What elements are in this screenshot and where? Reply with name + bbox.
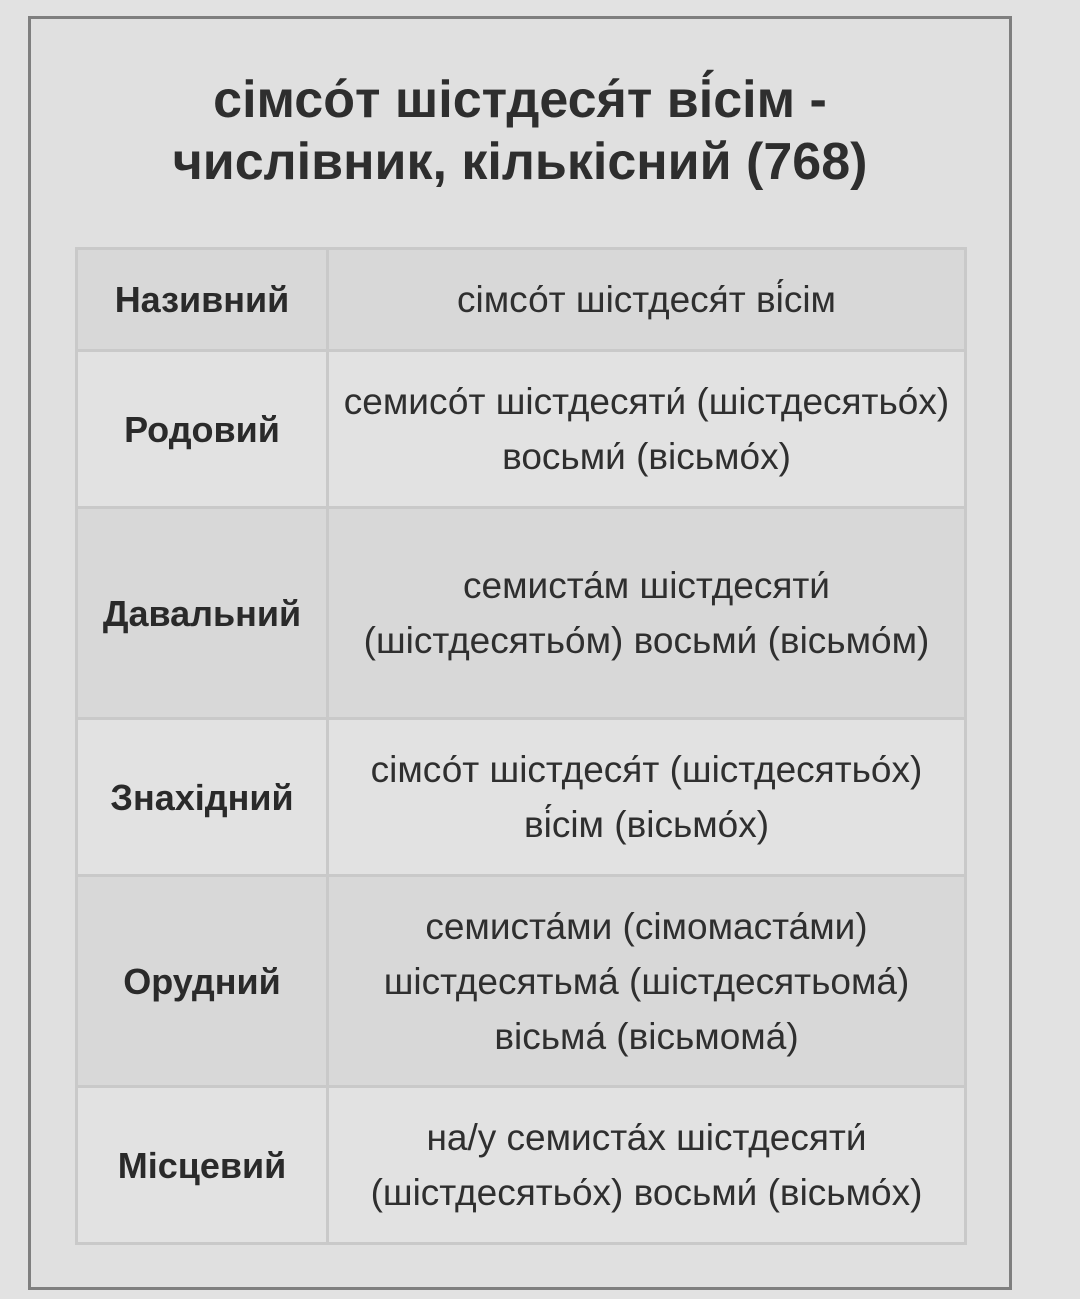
page-title: [31, 69, 1009, 193]
case-name-cell: Орудний: [77, 876, 328, 1087]
case-form-cell: на/у семиста́х шістдесяти́ (шістдесятьо́х) восьми́ (вісьмо́х): [328, 1087, 966, 1244]
case-name-cell: Знахідний: [77, 719, 328, 876]
declension-card: [28, 16, 1012, 1290]
case-form-cell: семисо́т шістдесяти́ (шістдесятьо́х) восьми́ (вісьмо́х): [328, 351, 966, 508]
case-name-cell: Місцевий: [77, 1087, 328, 1244]
declension-table: [75, 247, 967, 1245]
table-row: [77, 508, 966, 719]
case-name-cell: Родовий: [77, 351, 328, 508]
table-row: [77, 876, 966, 1087]
case-form-cell: семиста́м шістдесяти́ (шістдесятьо́м) восьми́ (вісьмо́м): [328, 508, 966, 719]
table-row: [77, 249, 966, 351]
case-form-cell: семиста́ми (сімомаста́ми) шістдесятьма́ (шістдесятьома́) вісьма́ (вісьмома́): [328, 876, 966, 1087]
table-row: [77, 351, 966, 508]
table-row: [77, 1087, 966, 1244]
case-name-cell: Давальний: [77, 508, 328, 719]
case-form-cell: сімсо́т шістдеся́т (шістдесятьо́х) ві́сім (вісьмо́х): [328, 719, 966, 876]
title-line-1: сімсо́т шістдеся́т ві́сім -: [213, 71, 827, 129]
case-form-cell: сімсо́т шістдеся́т ві́сім: [328, 249, 966, 351]
table-row: [77, 719, 966, 876]
case-name-cell: Називний: [77, 249, 328, 351]
title-line-2: числівник, кількісний (768): [172, 133, 868, 191]
